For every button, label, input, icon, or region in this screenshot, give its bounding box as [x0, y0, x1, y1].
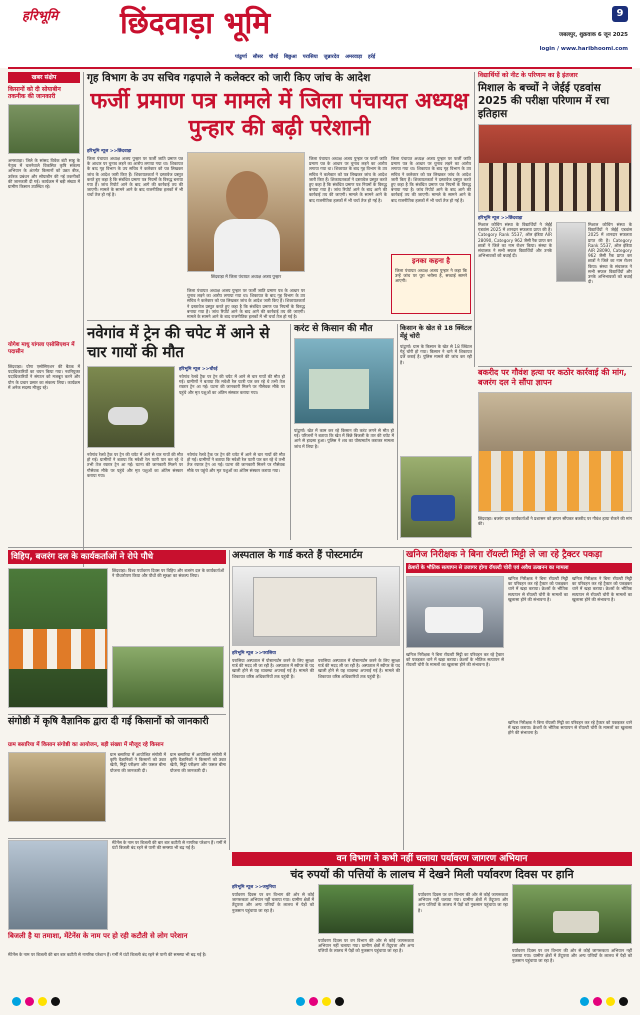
seminar-text-1: ग्राम बसारिया में आयोजित संगोष्ठी में कृषि वैज्ञानिकों ने किसानों को उन्नत खेती, मिट्टी परीक्षण और फसल बीमा योजना की जानकारी दी। — [110, 752, 166, 773]
registration-dots-center — [294, 991, 346, 1010]
masthead-rule — [8, 67, 632, 69]
train-story — [87, 324, 287, 540]
forest-story — [232, 884, 632, 984]
jee-student-photo — [556, 222, 586, 282]
forest-text-1: पर्यावरण दिवस पर वन विभाग की ओर से कोई जागरूकता अभियान नहीं चलाया गया। ग्रामीण क्षेत्रों में तेंदूपत्ता और अन्य पत्तियों के लालच में पेड़ों को नुकसान पहुंचाया जा रहा है। — [232, 892, 314, 913]
hospital-text-1: परासिया अस्पताल में पोस्टमार्टम करने के लिए सुरक्षा गार्ड की मदद ली जा रही है। अस्पताल में स्वीपर के पद खाली होने से यह व्यवस्था अपनाई गई है। मामले की शिकायत वरिष्ठ अधिकारियों तक पहुंची है। — [232, 658, 314, 679]
seminar-rule — [8, 714, 226, 715]
seminar-story — [8, 716, 226, 836]
current-rule — [290, 324, 291, 540]
hospital-rule — [229, 550, 230, 850]
hospital-byline: हरिभूमि न्यूज >>परासिया — [232, 651, 276, 656]
forest-photo-1 — [318, 884, 414, 934]
mining-rule — [403, 550, 404, 850]
electricity-headline: बिजली है या तमाशा, मेंटेनेंस के नाम पर हो रही कटौती से लोग परेशान — [8, 932, 188, 940]
train-text-2: नवेगांव रेलवे ट्रैक पर ट्रेन की चपेट में आने से चार गायों की मौत हो गई। ग्रामीणों ने बताया कि मवेशी रेल पटरी पार कर रहे थे तभी तेज रफ्तार ट्रेन आ गई। घटना की जानकारी मिलने पर गौसेवक मौके पर पहुंचे और मृत पशुओं का अंतिम संस्कार कराया गया। — [87, 452, 183, 478]
lead-kicker: गृह विभाग के उप सचिव गढ़पाले ने कलेक्टर को जारी किए जांच के आदेश — [87, 72, 371, 84]
tractor-photo — [400, 456, 472, 538]
forest-subhead: चंद रुपयों की पत्तियों के लालच में देखने मिली पर्यावरण दिवस पर हानि — [290, 868, 574, 881]
district-4: बिछुआ — [283, 54, 297, 60]
page-title: छिंदवाड़ा भूमि — [120, 6, 271, 41]
hospital-story — [232, 550, 400, 850]
seminar-text-2: ग्राम बसारिया में आयोजित संगोष्ठी में कृषि वैज्ञानिकों ने किसानों को उन्नत खेती, मिट्टी परीक्षण और फसल बीमा योजना की जानकारी दी। — [170, 752, 226, 773]
lead-photo-caption: छिंदवाड़ा में जिला पंचायत अध्यक्ष अजय पुन्हार — [210, 274, 282, 279]
train-text-3: नवेगांव रेलवे ट्रैक पर ट्रेन की चपेट में आने से चार गायों की मौत हो गई। ग्रामीणों ने बताया कि मवेशी रेल पटरी पार कर रहे थे तभी तेज रफ्तार ट्रेन आ गई। घटना की जानकारी मिलने पर गौसेवक मौके पर पहुंचे और मृत पशुओं का अंतिम संस्कार कराया गया। — [187, 452, 285, 473]
district-5: परासिया — [302, 54, 318, 60]
quote-box — [391, 254, 471, 314]
train-byline: हरिभूमि न्यूज >>चौरई — [179, 367, 218, 372]
memo-headline: बकरीद पर गौवंश हत्या पर कठोर कार्रवाई की मांग, बजरंग दल ने सौंपा ज्ञापन — [478, 368, 627, 387]
site-url[interactable]: login / www.haribhoomi.com — [539, 46, 628, 52]
brand-logo: हरिभूमि — [22, 9, 58, 24]
current-headline: करंट से किसान की मौत — [294, 324, 373, 334]
jee-headline: मिशाल के बच्चों ने जेईई एडवांस 2025 की परीक्षा परिणाम में रचा इतिहास — [478, 82, 610, 120]
district-3: चौरई — [268, 54, 278, 60]
mining-headline: खनिज निरीक्षक ने बिना रॉयल्टी मिट्टी ले जा रहे ट्रैक्टर पकड़ा — [406, 550, 603, 560]
mining-text-3: खनिज निरीक्षक ने बिना रॉयल्टी मिट्टी का परिवहन कर रहे ट्रैक्टर को पकड़कर थाने में खड़ा कराया। क्रेशरों के भौतिक सत्यापन से रॉयल्टी चोरी के मामलों का खुलासा होने की संभावना है। — [406, 652, 504, 668]
district-7: अमरवाड़ा — [345, 54, 363, 60]
current-text: पांढुर्णा। खेत में काम कर रहे किसान की करंट लगने से मौत हो गई। परिजनों ने बताया कि खेत में बिछे बिजली के तार की चपेट में आने से हादसा हुआ। पुलिस ने शव का पोस्टमार्टम कराकर मामला जांच में लिया है। — [294, 428, 394, 449]
mining-photo — [406, 576, 504, 648]
jee-kicker: विद्यार्थियों को नीट के परिणाम का है इंतजार — [478, 72, 578, 79]
vihip-headline: विहिप, बजरंग दल के कार्यकर्ताओं ने रोपे पौधे — [8, 550, 226, 564]
brief1-title: किसानों को दी सोयाबीन तकनीक की जानकारी — [8, 86, 61, 100]
seminar-photo — [8, 752, 106, 822]
lead-text-col4: जिला पंचायत अध्यक्ष अजय पुन्हार पर फर्जी जाति प्रमाण पत्र के आधार पर चुनाव लड़ने का आरोप लगाया गया था। शिकायत के बाद गृह विभाग के उप सचिव ने कलेक्टर को पत्र लिखकर जांच के आदेश जारी किए हैं। शिकायतकर्ता ने दस्तावेज प्रस्तुत करते हुए कहा है कि संबंधित प्रमाण पत्र नियमों के विरुद्ध बनाया गया है। जांच रिपोर्ट आने के बाद आगे की कार्रवाई तय की जाएगी। मामले के सामने आने के बाद राजनीतिक हलकों में भी चर्चा तेज हो गई है। — [391, 156, 471, 203]
lead-byline: हरिभूमि न्यूज >>छिंदवाड़ा — [87, 149, 132, 154]
brief1-photo — [8, 104, 80, 154]
jee-group-photo — [478, 124, 632, 212]
electricity-story — [8, 840, 226, 986]
district-6: जुन्नारदेव — [323, 54, 340, 60]
masthead — [0, 0, 640, 68]
right-mid-rule — [478, 366, 632, 367]
electricity-rule — [8, 838, 226, 839]
jee-byline: हरिभूमि न्यूज >>छिंदवाड़ा — [478, 216, 523, 221]
dateline: जबलपुर, शुक्रवाक 6 जून 2025 — [558, 32, 628, 38]
lead-story — [87, 72, 472, 320]
brief1-text: अमरवाड़ा। जिले के सांसद विवेक बंटी साहू के नेतृत्व में चलनेवाले विकसित कृषि संकल्प अभियान के अंतर्गत किसानों को उन्नत बीज, उर्वरक प्रबंधन और सोयाबीन की नई तकनीकों की जानकारी दी गई। कार्यक्रम में बड़ी संख्या में ग्रामीण किसान उपस्थित रहे। — [8, 158, 80, 190]
right-col-rule — [474, 72, 475, 367]
memo-story — [478, 368, 632, 564]
jee-text-col2: मिशाल कोचिंग संस्था के विद्यार्थियों ने जेईई एडवांस 2025 में शानदार सफलता प्राप्त की है। Category Rank 5537, ऑल इंडिया AIR 28090, Category 962 जैसी रैंक प्राप्त कर छात्रों ने जिले का नाम रोशन किया। संस्था के संचालक ने सभी सफल विद्यार्थियों और उनके अभिभावकों को बधाई दी। — [588, 222, 632, 285]
brief2-text: छिंदवाड़ा। योगा एसोसिएशन की बैठक में पदाधिकारियों का चयन किया गया। नवनियुक्त पदाधिकारियों ने संगठन को मजबूत करने और योग के प्रचार प्रसार का संकल्प लिया। कार्यक्रम में अनेक सदस्य मौजूद रहे। — [8, 364, 80, 390]
tractor-headline: किसान के खेत से 18 क्विंटल मेंहूं चोरी — [400, 324, 472, 340]
vihip-story — [8, 550, 226, 712]
electricity-photo — [8, 840, 108, 930]
memo-photo — [478, 392, 632, 512]
registration-dots-right — [578, 991, 630, 1010]
jee-story — [478, 72, 632, 364]
tractor-text: पांढुर्णा। ग्राम के किसान के खेत से 18 क्विंटल गेहूं चोरी हो गया। किसान ने थाने में शिकायत दर्ज कराई है। पुलिस मामले की जांच कर रही है। — [400, 344, 472, 365]
row2-rule — [87, 320, 472, 321]
tractor-story — [400, 324, 472, 540]
sidebar-rule — [83, 72, 84, 567]
current-story — [294, 324, 394, 540]
hospital-headline: अस्पताल के गार्ड करते हैं पोस्टमार्टम — [232, 550, 363, 561]
electricity-text-top: मेंटेनेंस के नाम पर बिजली की बार बार कटौती से नागरिक परेशान हैं। गर्मी में घंटों बिजली बंद रहने से पानी की समस्या भी बढ़ गई है। — [112, 840, 226, 851]
lead-text-col1: जिला पंचायत अध्यक्ष अजय पुन्हार पर फर्जी जाति प्रमाण पत्र के आधार पर चुनाव लड़ने का आरोप लगाया गया था। शिकायत के बाद गृह विभाग के उप सचिव ने कलेक्टर को पत्र लिखकर जांच के आदेश जारी किए हैं। शिकायतकर्ता ने दस्तावेज प्रस्तुत करते हुए कहा है कि संबंधित प्रमाण पत्र नियमों के विरुद्ध बनाया गया है। जांच रिपोर्ट आने के बाद आगे की कार्रवाई तय की जाएगी। मामले के सामने आने के बाद राजनीतिक हलकों में भी चर्चा तेज हो गई है। — [87, 156, 183, 198]
district-bar — [235, 54, 535, 63]
forest-text-3: पर्यावरण दिवस पर वन विभाग की ओर से कोई जागरूकता अभियान नहीं चलाया गया। ग्रामीण क्षेत्रों में तेंदूपत्ता और अन्य पत्तियों के लालच में पेड़ों को नुकसान पहुंचाया जा रहा है। — [418, 892, 508, 913]
forest-byline: हरिभूमि न्यूज >>जमुनिया — [232, 885, 276, 890]
lead-text-col3: जिला पंचायत अध्यक्ष अजय पुन्हार पर फर्जी जाति प्रमाण पत्र के आधार पर चुनाव लड़ने का आरोप लगाया गया था। शिकायत के बाद गृह विभाग के उप सचिव ने कलेक्टर को पत्र लिखकर जांच के आदेश जारी किए हैं। शिकायतकर्ता ने दस्तावेज प्रस्तुत करते हुए कहा है कि संबंधित प्रमाण पत्र नियमों के विरुद्ध बनाया गया है। जांच रिपोर्ट आने के बाद आगे की कार्रवाई तय की जाएगी। मामले के सामने आने के बाद राजनीतिक हलकों में भी चर्चा तेज हो गई है। — [309, 156, 387, 203]
mining-story — [406, 550, 632, 850]
seminar-headline: संगोष्ठी में कृषि वैज्ञानिक द्वारा दी गई किसानों को जानकारी — [8, 716, 209, 727]
jee-text-col1: मिशाल कोचिंग संस्था के विद्यार्थियों ने जेईई एडवांस 2025 में शानदार सफलता प्राप्त की है। Category Rank 5537, ऑल इंडिया AIR 28090, Category 962 जैसी रैंक प्राप्त कर छात्रों ने जिले का नाम रोशन किया। संस्था के संचालक ने सभी सफल विद्यार्थियों और उनके अभिभावकों को बधाई दी। — [478, 222, 552, 259]
hospital-photo — [232, 566, 400, 646]
quote-box-title: इनका कहना है — [412, 257, 450, 265]
forest-headline: वन विभाग ने कभी नहीं चलाया पर्यावरण जागरण अभियान — [232, 852, 632, 866]
current-photo — [294, 338, 394, 424]
seminar-kicker: ग्राम बसारिया में किसान संगोष्ठी का आयोजन, बड़ी संख्या में मौजूद रहे किसान — [8, 742, 164, 748]
vihip-photo-1 — [8, 568, 108, 708]
district-1: पांढुर्णा — [235, 54, 247, 60]
quote-box-text: जिला पंचायत अध्यक्ष अजय पुन्हार ने कहा कि उन्हें जांच पर पूरा भरोसा है, सच्चाई सामने आएगी। — [395, 268, 467, 284]
mining-text-2: खनिज निरीक्षक ने बिना रॉयल्टी मिट्टी का परिवहन कर रहे ट्रैक्टर को पकड़कर थाने में खड़ा कराया। क्रेशरों के भौतिक सत्यापन से रॉयल्टी चोरी के मामलों का खुलासा होने की संभावना है। — [572, 576, 632, 602]
train-text-1: नवेगांव रेलवे ट्रैक पर ट्रेन की चपेट में आने से चार गायों की मौत हो गई। ग्रामीणों ने बताया कि मवेशी रेल पटरी पार कर रहे थे तभी तेज रफ्तार ट्रेन आ गई। घटना की जानकारी मिलने पर गौसेवक मौके पर पहुंचे और मृत पशुओं का अंतिम संस्कार कराया गया। — [179, 374, 285, 395]
tractor-rule — [397, 324, 398, 540]
sidebar-header: खबर संक्षेप — [8, 72, 80, 83]
train-photo — [87, 366, 175, 448]
mining-text-4: खनिज निरीक्षक ने बिना रॉयल्टी मिट्टी का परिवहन कर रहे ट्रैक्टर को पकड़कर थाने में खड़ा कराया। क्रेशरों के भौतिक सत्यापन से रॉयल्टी चोरी के मामलों का खुलासा होने की संभावना है। — [508, 720, 632, 736]
train-headline: नवेगांव में ट्रेन की चपेट में आने से चार गायों की मौत — [87, 324, 270, 361]
forest-photo-2 — [512, 884, 632, 944]
brief2-title: योगेश माधु यांगला एसोसिएशन में पदासीन — [8, 342, 75, 355]
electricity-text: मेंटेनेंस के नाम पर बिजली की बार बार कटौती से नागरिक परेशान हैं। गर्मी में घंटों बिजली बंद रहने से पानी की समस्या भी बढ़ गई है। — [8, 952, 207, 957]
district-8: हर्रई — [368, 54, 376, 60]
print-registration-marks — [0, 991, 640, 1010]
memo-caption: छिंदवाड़ा। बजरंग दल कार्यकर्ताओं ने प्रशासन को ज्ञापन सौंपकर बकरीद पर गौवंश हत्या रोकने की मांग की। — [478, 516, 632, 527]
vihip-photo-2 — [112, 646, 224, 708]
sidebar — [8, 72, 80, 567]
hospital-text-2: परासिया अस्पताल में पोस्टमार्टम करने के लिए सुरक्षा गार्ड की मदद ली जा रही है। अस्पताल में स्वीपर के पद खाली होने से यह व्यवस्था अपनाई गई है। मामले की शिकायत वरिष्ठ अधिकारियों तक पहुंची है। — [318, 658, 400, 679]
mining-kicker: क्रेशरों के भौतिक सत्यापन से उजागर होगा रॉयल्टी चोरी एवं अवैध उत्खनन का मामला — [406, 563, 632, 573]
district-2: सौसर — [252, 54, 263, 60]
lead-headline: फर्जी प्रमाण पत्र मामले में जिला पंचायत अध्यक्ष पुन्हार की बढ़ी परेशानी — [90, 89, 469, 141]
mining-text-1: खनिज निरीक्षक ने बिना रॉयल्टी मिट्टी का परिवहन कर रहे ट्रैक्टर को पकड़कर थाने में खड़ा कराया। क्रेशरों के भौतिक सत्यापन से रॉयल्टी चोरी के मामलों का खुलासा होने की संभावना है। — [508, 576, 568, 602]
forest-text-4: पर्यावरण दिवस पर वन विभाग की ओर से कोई जागरूकता अभियान नहीं चलाया गया। ग्रामीण क्षेत्रों में तेंदूपत्ता और अन्य पत्तियों के लालच में पेड़ों को नुकसान पहुंचाया जा रहा है। — [512, 948, 632, 964]
lead-text-col2: जिला पंचायत अध्यक्ष अजय पुन्हार पर फर्जी जाति प्रमाण पत्र के आधार पर चुनाव लड़ने का आरोप लगाया गया था। शिकायत के बाद गृह विभाग के उप सचिव ने कलेक्टर को पत्र लिखकर जांच के आदेश जारी किए हैं। शिकायतकर्ता ने दस्तावेज प्रस्तुत करते हुए कहा है कि संबंधित प्रमाण पत्र नियमों के विरुद्ध बनाया गया है। जांच रिपोर्ट आने के बाद आगे की कार्रवाई तय की जाएगी। मामले के सामने आने के बाद राजनीतिक हलकों में भी चर्चा तेज हो गई है। — [187, 288, 305, 320]
vihip-text: छिंदवाड़ा। विश्व पर्यावरण दिवस पर विहिप और बजरंग दल के कार्यकर्ताओं ने पौधारोपण किया और पौधों की सुरक्षा का संकल्प लिया। — [112, 568, 224, 579]
lead-portrait — [187, 152, 305, 272]
page-number: 9 — [612, 6, 628, 22]
registration-dots-left — [10, 991, 62, 1010]
row3-rule — [8, 547, 632, 548]
forest-text-2: पर्यावरण दिवस पर वन विभाग की ओर से कोई जागरूकता अभियान नहीं चलाया गया। ग्रामीण क्षेत्रों में तेंदूपत्ता और अन्य पत्तियों के लालच में पेड़ों को नुकसान पहुंचाया जा रहा है। — [318, 938, 414, 954]
